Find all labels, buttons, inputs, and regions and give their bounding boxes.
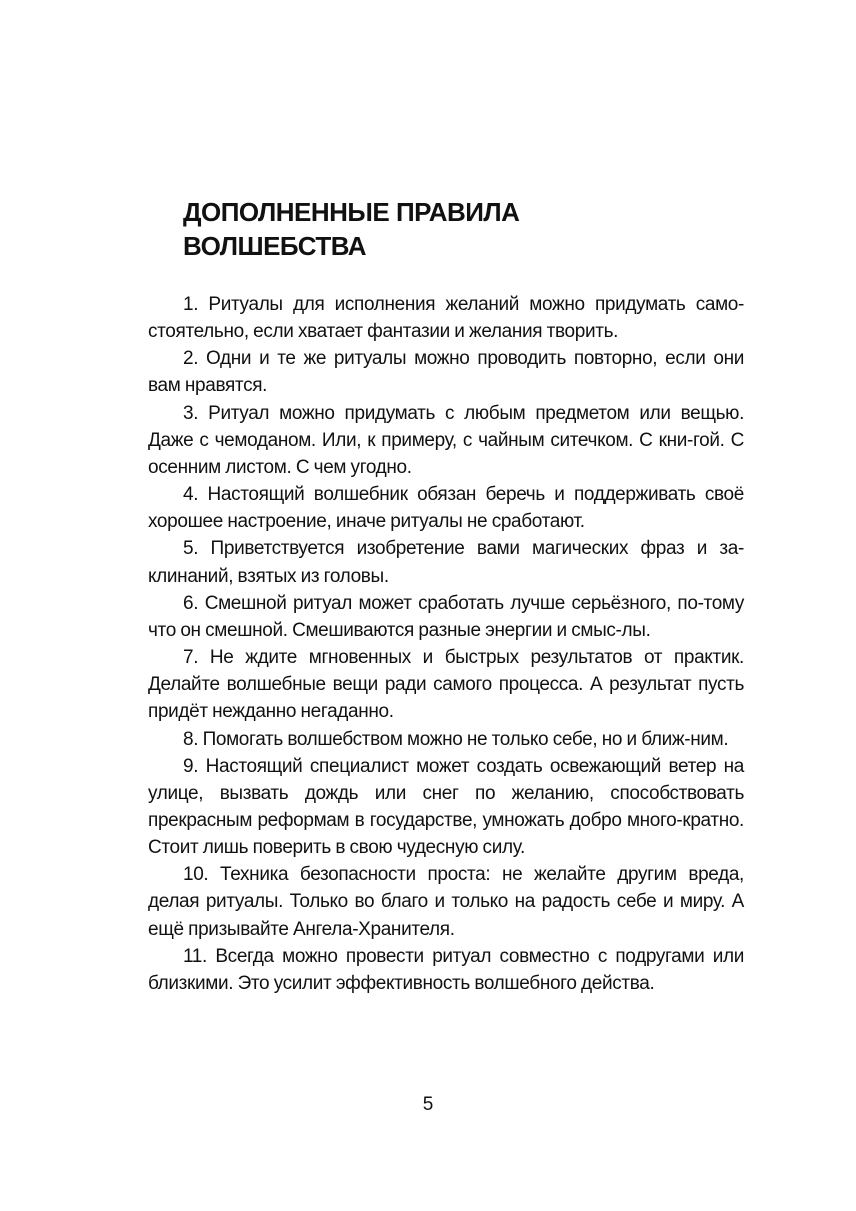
rules-list [148,291,744,997]
rule-paragraph-8: 8. Помогать волшебством можно не только себе, но и ближ-ним. [183,728,729,750]
rule-paragraph-7: 7. Не ждите мгновенных и быстрых результатов от практик. Делайте волшебные вещи ради самого процесса. А результат пусть придёт нежданно негаданно. [148,647,744,723]
page-title-line-1: ДОПОЛНЕННЫЕ ПРАВИЛА [183,197,520,227]
page-title [183,195,743,263]
rule-paragraph-4: 4. Настоящий волшебник обязан беречь и поддерживать своё хорошее настроение, иначе ритуалы не сработают. [148,484,744,533]
rule-paragraph-10: 10. Техника безопасности проста: не желайте другим вреда, делая ритуалы. Только во благо и только на радость себе и миру. А ещё призывайте Ангела-Хранителя. [148,864,744,940]
page-number: 5 [422,1094,434,1115]
rule-paragraph-2: 2. Одни и те же ритуалы можно проводить повторно, если они вам нравятся. [148,348,744,397]
rule-paragraph-9: 9. Настоящий специалист может создать освежающий ветер на улице, вызвать дождь или снег по желанию, способствовать прекрасным реформам в государстве, умножать добро много-кратно. Стоит лишь поверить в свою чудесную силу. [148,755,744,859]
rule-paragraph-5: 5. Приветствуется изобретение вами магических фраз и за-клинаний, взятых из головы. [148,538,744,587]
rule-paragraph-1: 1. Ритуалы для исполнения желаний можно придумать само-стоятельно, если хватает фантазии и желания творить. [148,294,744,343]
rule-paragraph-3: 3. Ритуал можно придумать с любым предметом или вещью. Даже с чемоданом. Или, к примеру, с чайным ситечком. С кни-гой. С осенним листом. С чем угодно. [148,402,744,478]
rule-paragraph-11: 11. Всегда можно провести ритуал совместно с подругами или близкими. Это усилит эффективность волшебного действа. [148,945,744,994]
page-title-line-2: ВОЛШЕБСТВА [183,231,367,261]
rule-paragraph-6: 6. Смешной ритуал может сработать лучше серьёзного, по-тому что он смешной. Смешиваются разные энергии и смыс-лы. [148,592,744,641]
